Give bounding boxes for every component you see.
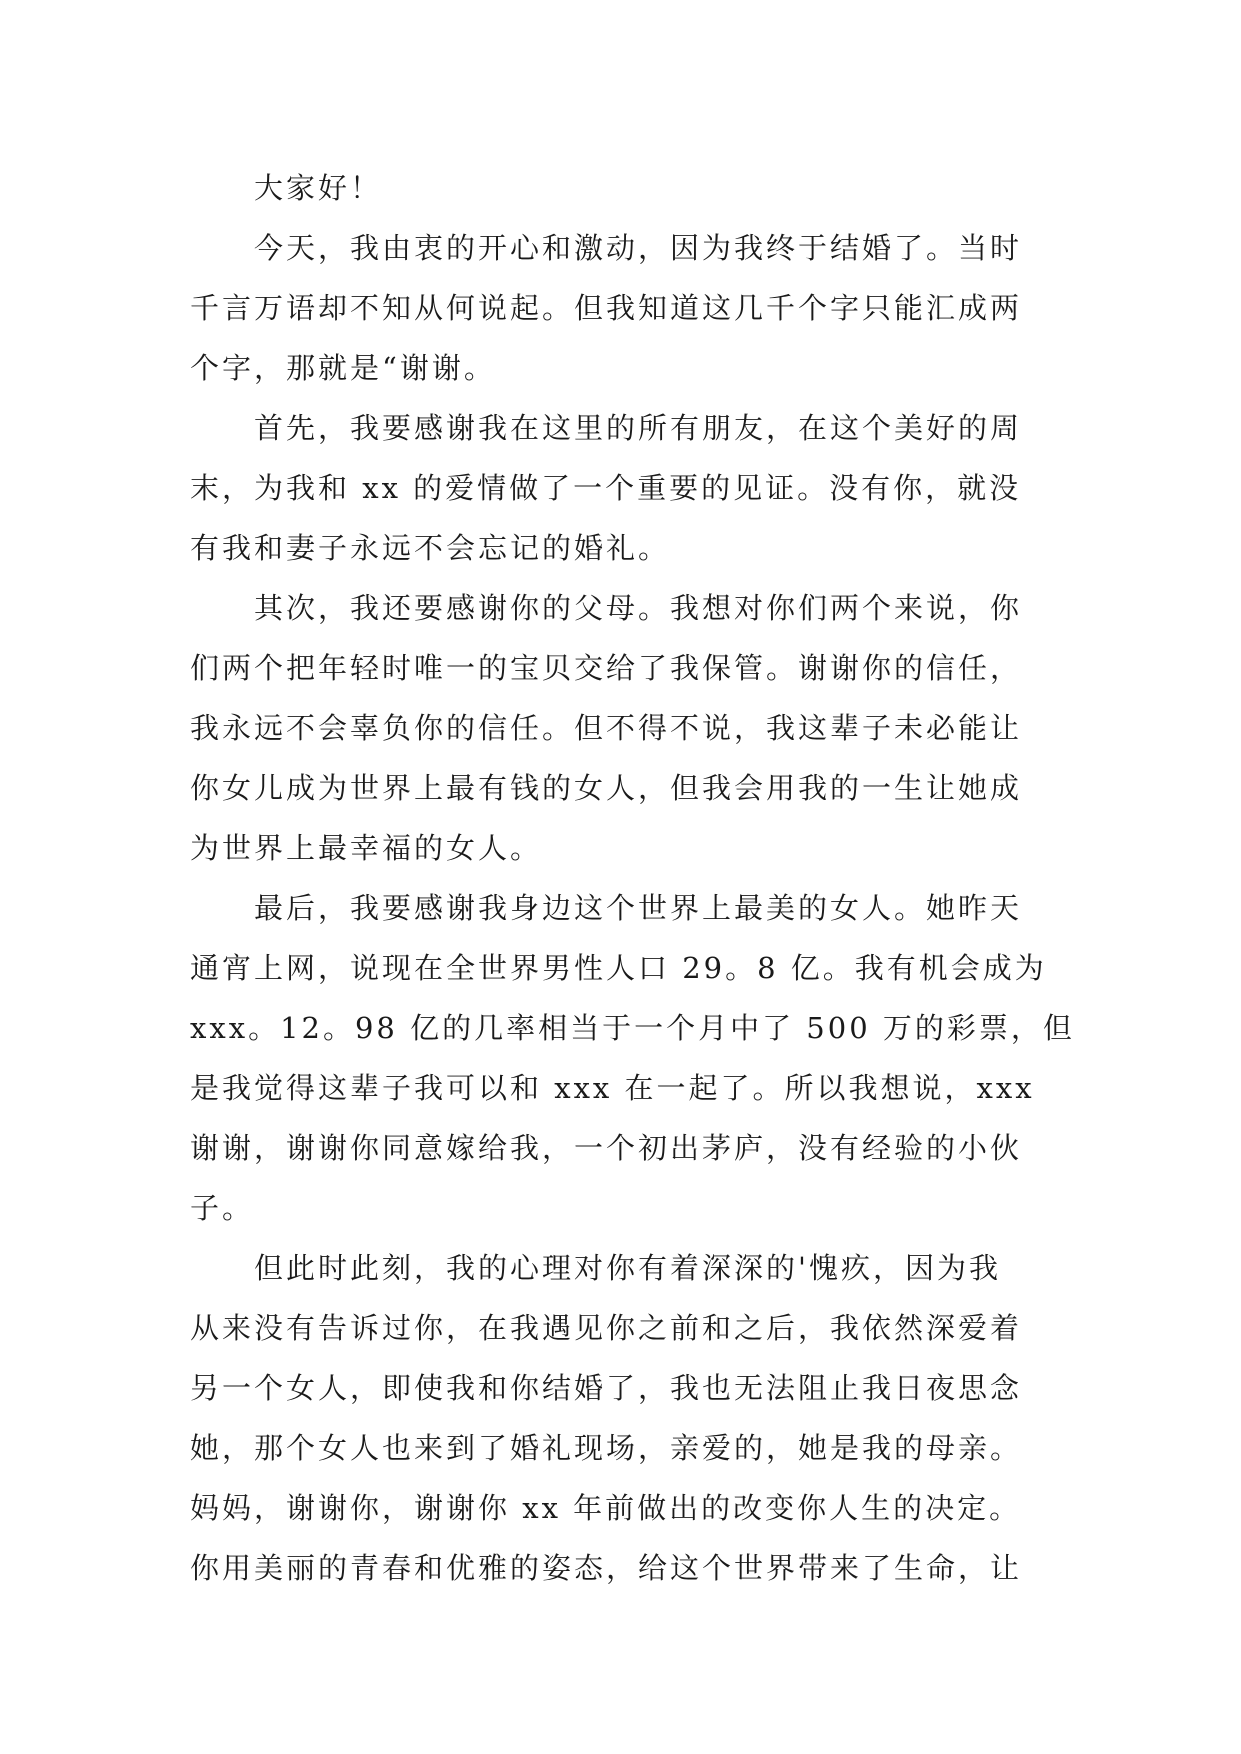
text-line: 其次，我还要感谢你的父母。我想对你们两个来说，你 [254,591,1023,625]
text-line: 有我和妻子永远不会忘记的婚礼。 [190,531,671,565]
text-line: 个字，那就是“谢谢。 [190,351,496,385]
text-line: 大家好！ [254,171,383,205]
text-line: 为世界上最幸福的女人。 [190,831,543,865]
text-line: 谢谢，谢谢你同意嫁给我，一个初出茅庐，没有经验的小伙 [190,1131,1023,1165]
text-line: 子。 [190,1191,255,1225]
text-line: 今天，我由衷的开心和激动，因为我终于结婚了。当时 [254,231,1023,265]
text-line: 她，那个女人也来到了婚礼现场，亲爱的，她是我的母亲。 [190,1431,1023,1465]
text-line: 但此时此刻，我的心理对你有着深深的'愧疚，因为我 [254,1251,1001,1285]
text-line: 妈妈，谢谢你，谢谢你 xx 年前做出的改变你人生的决定。 [190,1491,1022,1525]
text-line: 千言万语却不知从何说起。但我知道这几千个字只能汇成两 [190,291,1023,325]
document-body [190,158,1075,1598]
text-line: 我永远不会辜负你的信任。但不得不说，我这辈子未必能让 [190,711,1023,745]
text-line: 最后，我要感谢我身边这个世界上最美的女人。她昨天 [254,891,1023,925]
text-line: 通宵上网，说现在全世界男性人口 29。8 亿。我有机会成为 [190,951,1047,985]
text-line: xxx。12。98 亿的几率相当于一个月中了 500 万的彩票，但 [190,1011,1075,1045]
text-line: 从来没有告诉过你，在我遇见你之前和之后，我依然深爱着 [190,1311,1023,1345]
text-line: 你用美丽的青春和优雅的姿态，给这个世界带来了生命，让 [190,1551,1023,1585]
text-line: 们两个把年轻时唯一的宝贝交给了我保管。谢谢你的信任， [190,651,1023,685]
text-line: 是我觉得这辈子我可以和 xxx 在一起了。所以我想说，xxx [190,1071,1035,1105]
text-line: 你女儿成为世界上最有钱的女人，但我会用我的一生让她成 [190,771,1023,805]
text-line: 另一个女人，即使我和你结婚了，我也无法阻止我日夜思念 [190,1371,1023,1405]
text-line: 末，为我和 xx 的爱情做了一个重要的见证。没有你，就没 [190,471,1022,505]
text-line: 首先，我要感谢我在这里的所有朋友，在这个美好的周 [254,411,1023,445]
